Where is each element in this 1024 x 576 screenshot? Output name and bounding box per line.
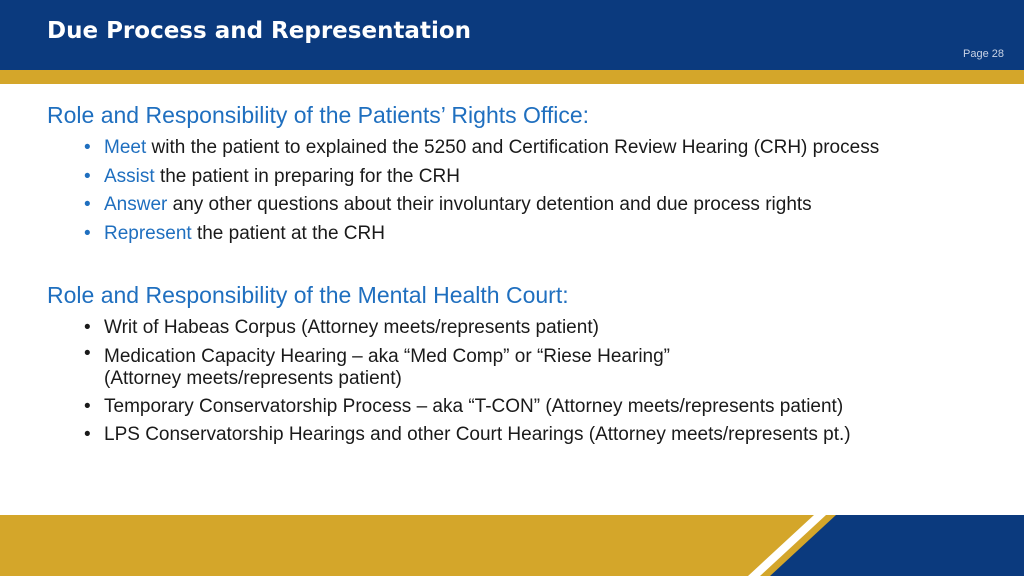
list-item (84, 421, 994, 450)
list-item-text-continued: (Attorney meets/represents patient) (104, 367, 402, 389)
list-item (84, 134, 994, 163)
header-bar (0, 0, 1024, 70)
list-item (84, 191, 994, 220)
mental-health-court-heading: Role and Responsibility of the Mental Health Court: (47, 282, 569, 308)
patients-rights-heading: Role and Responsibility of the Patients’ Rights Office: (47, 102, 590, 128)
list-item-text: Temporary Conservatorship Process – aka “T-CON” (Attorney meets/represents patient) (104, 395, 844, 417)
list-item-keyword: Meet (104, 137, 147, 158)
list-item-text: the patient at the CRH (191, 222, 385, 244)
list-item-text: Medication Capacity Hearing – aka “Med Comp” or “Riese Hearing” (104, 345, 671, 367)
header-gold-stripe (0, 70, 1024, 84)
list-item-keyword: Represent (104, 222, 192, 244)
list-item (84, 314, 994, 343)
list-item-text: the patient in preparing for the CRH (154, 165, 460, 187)
patients-rights-list (47, 134, 994, 248)
list-item-text: LPS Conservatorship Hearings and other Court Hearings (Attorney meets/represents pt.) (104, 424, 851, 445)
list-item-text: with the patient to explained the 5250 and Certification Review Hearing (CRH) process (146, 137, 880, 158)
list-item-text: Writ of Habeas Corpus (Attorney meets/represents patient) (104, 317, 599, 338)
mental-health-court-section (47, 280, 994, 450)
list-item-text: any other questions about their involuntary detention and due process rights (167, 194, 812, 215)
list-item (84, 220, 994, 249)
mental-health-court-list (47, 314, 994, 450)
list-item-keyword: Answer (104, 194, 168, 215)
slide-title: Due Process and Representation (47, 18, 472, 44)
list-item (84, 393, 994, 422)
list-item (84, 163, 994, 192)
page-number: Page 28 (963, 48, 1004, 60)
list-item (84, 343, 994, 393)
footer-navy-wedge (0, 515, 1024, 576)
patients-rights-section (47, 100, 994, 248)
list-item-keyword: Assist (104, 165, 155, 187)
